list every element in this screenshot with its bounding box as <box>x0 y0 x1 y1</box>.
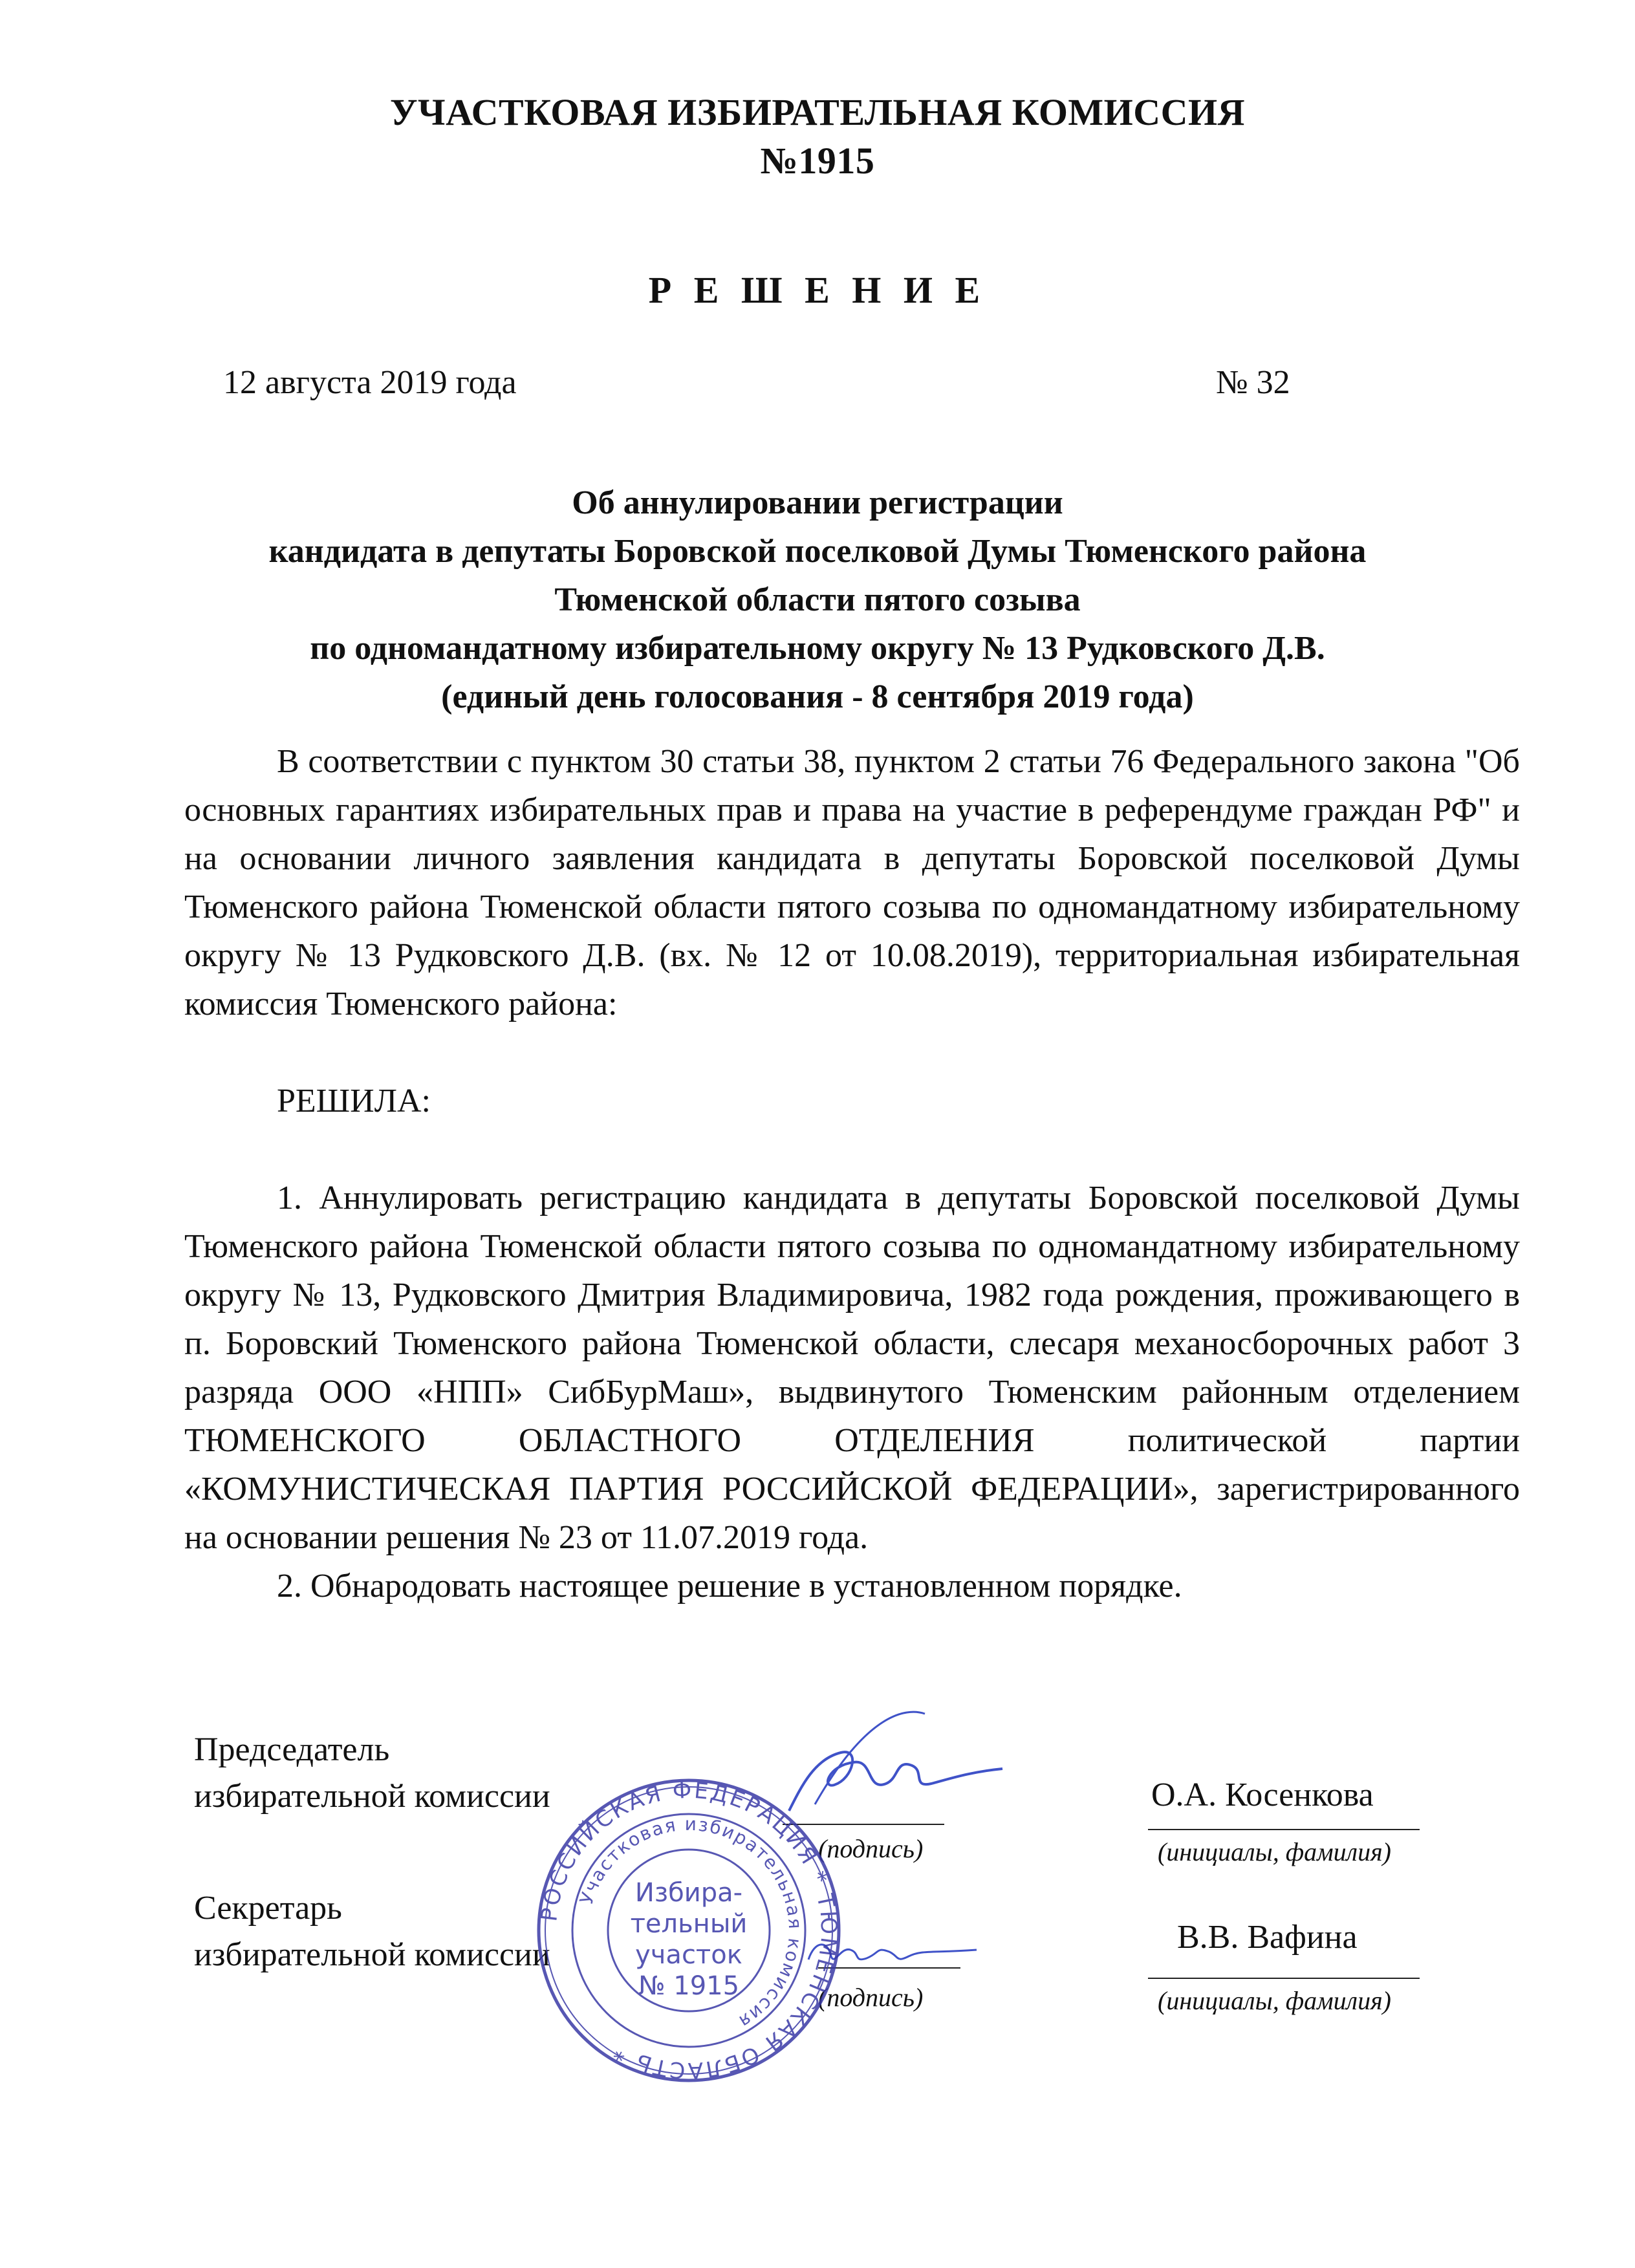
title-line: по одномандатному избирательному округу № 13 Рудковского Д.В. <box>310 630 1325 667</box>
title-line: кандидата в депутаты Боровской поселковой Думы Тюменского района <box>268 533 1367 570</box>
chair-name: О.А. Косенкова <box>1151 1777 1374 1813</box>
seal-center-line3: участок <box>635 1940 742 1970</box>
commission-seal <box>534 1775 844 2086</box>
commission-name-line1: УЧАСТКОВАЯ ИЗБИРАТЕЛЬНАЯ КОМИССИЯ <box>389 91 1246 133</box>
chair-role <box>194 1727 550 1820</box>
chair-name-hint: (инициалы, фамилия) <box>1158 1837 1391 1866</box>
chair-name-line <box>1148 1829 1420 1830</box>
decision-body <box>184 737 1520 1610</box>
chair-role-line1: Председатель <box>194 1731 390 1768</box>
secretary-name-line <box>1148 1978 1420 1979</box>
item-2-paragraph: 2. Обнародовать настоящее решение в установленном порядке. <box>277 1568 1182 1604</box>
chair-role-line2: избирательной комиссии <box>194 1778 550 1815</box>
document-type: Р Е Ш Е Н И Е <box>648 269 987 311</box>
resolved-heading: РЕШИЛА: <box>277 1083 431 1119</box>
secretary-name-hint: (инициалы, фамилия) <box>1158 1986 1391 2015</box>
secretary-role <box>194 1885 550 1978</box>
seal-center-line2: тельный <box>630 1909 748 1939</box>
secretary-role-line1: Секретарь <box>194 1890 342 1927</box>
item-1-paragraph: 1. Аннулировать регистрацию кандидата в депутаты Боровской поселковой Думы Тюменского района Тюменской области пятого созыва по одномандатному избирательному округу № 13, Рудковского Дмитрия Владимировича, 1982 года рождения, проживающего в п. Боровский Тюменского района Тюменской области, слесаря механосборочных работ 3 разряда ООО «НПП» СибБурМаш», выдвинутого Тюменским районным отделением ТЮМЕНСКОГО ОБЛАСТНОГО ОТДЕЛЕНИЯ политической партии «КОМУНИСТИЧЕСКАЯ ПАРТИЯ РОССИЙСКОЙ ФЕДЕРАЦИИ», зарегистрированного на основании решения № 23 от 11.07.2019 года. <box>184 1180 1520 1556</box>
title-line: Об аннулировании регистрации <box>572 484 1063 521</box>
decision-number: № 32 <box>1216 364 1290 401</box>
secretary-role-line2: избирательной комиссии <box>194 1936 550 1973</box>
seal-center-line1: Избира- <box>634 1878 743 1908</box>
preamble-paragraph: В соответствии с пунктом 30 статьи 38, пунктом 2 статьи 76 Федерального закона "Об основных гарантиях избирательных прав и права на участие в референдуме граждан РФ" и на основании личного заявления кандидата в депутаты Боровской поселковой Думы Тюменского района Тюменской области пятого созыва по одномандатному избирательному округу № 13 Рудковского Д.В. (вх. № 12 от 10.08.2019), территориальная избирательная комиссия Тюменского района: <box>184 743 1520 1022</box>
title-line: (единый день голосования - 8 сентября 2019 года) <box>441 678 1194 715</box>
seal-center-line4: № 1915 <box>638 1971 740 2001</box>
commission-name-line2: №1915 <box>760 140 875 182</box>
decision-title <box>0 479 1635 721</box>
decision-date: 12 августа 2019 года <box>223 364 517 401</box>
seal-inner-text: Участковая избирательная комиссия <box>575 1813 807 2033</box>
secretary-name: В.В. Вафина <box>1177 1919 1358 1956</box>
title-line: Тюменской области пятого созыва <box>554 581 1081 618</box>
seal-outer-text: РОССИЙСКАЯ ФЕДЕРАЦИЯ * ТЮМЕНСКАЯ ОБЛАСТЬ * <box>536 1777 842 2084</box>
secretary-signature-hint: (подпись) <box>818 1983 924 2012</box>
chair-signature-hint: (подпись) <box>818 1834 924 1863</box>
